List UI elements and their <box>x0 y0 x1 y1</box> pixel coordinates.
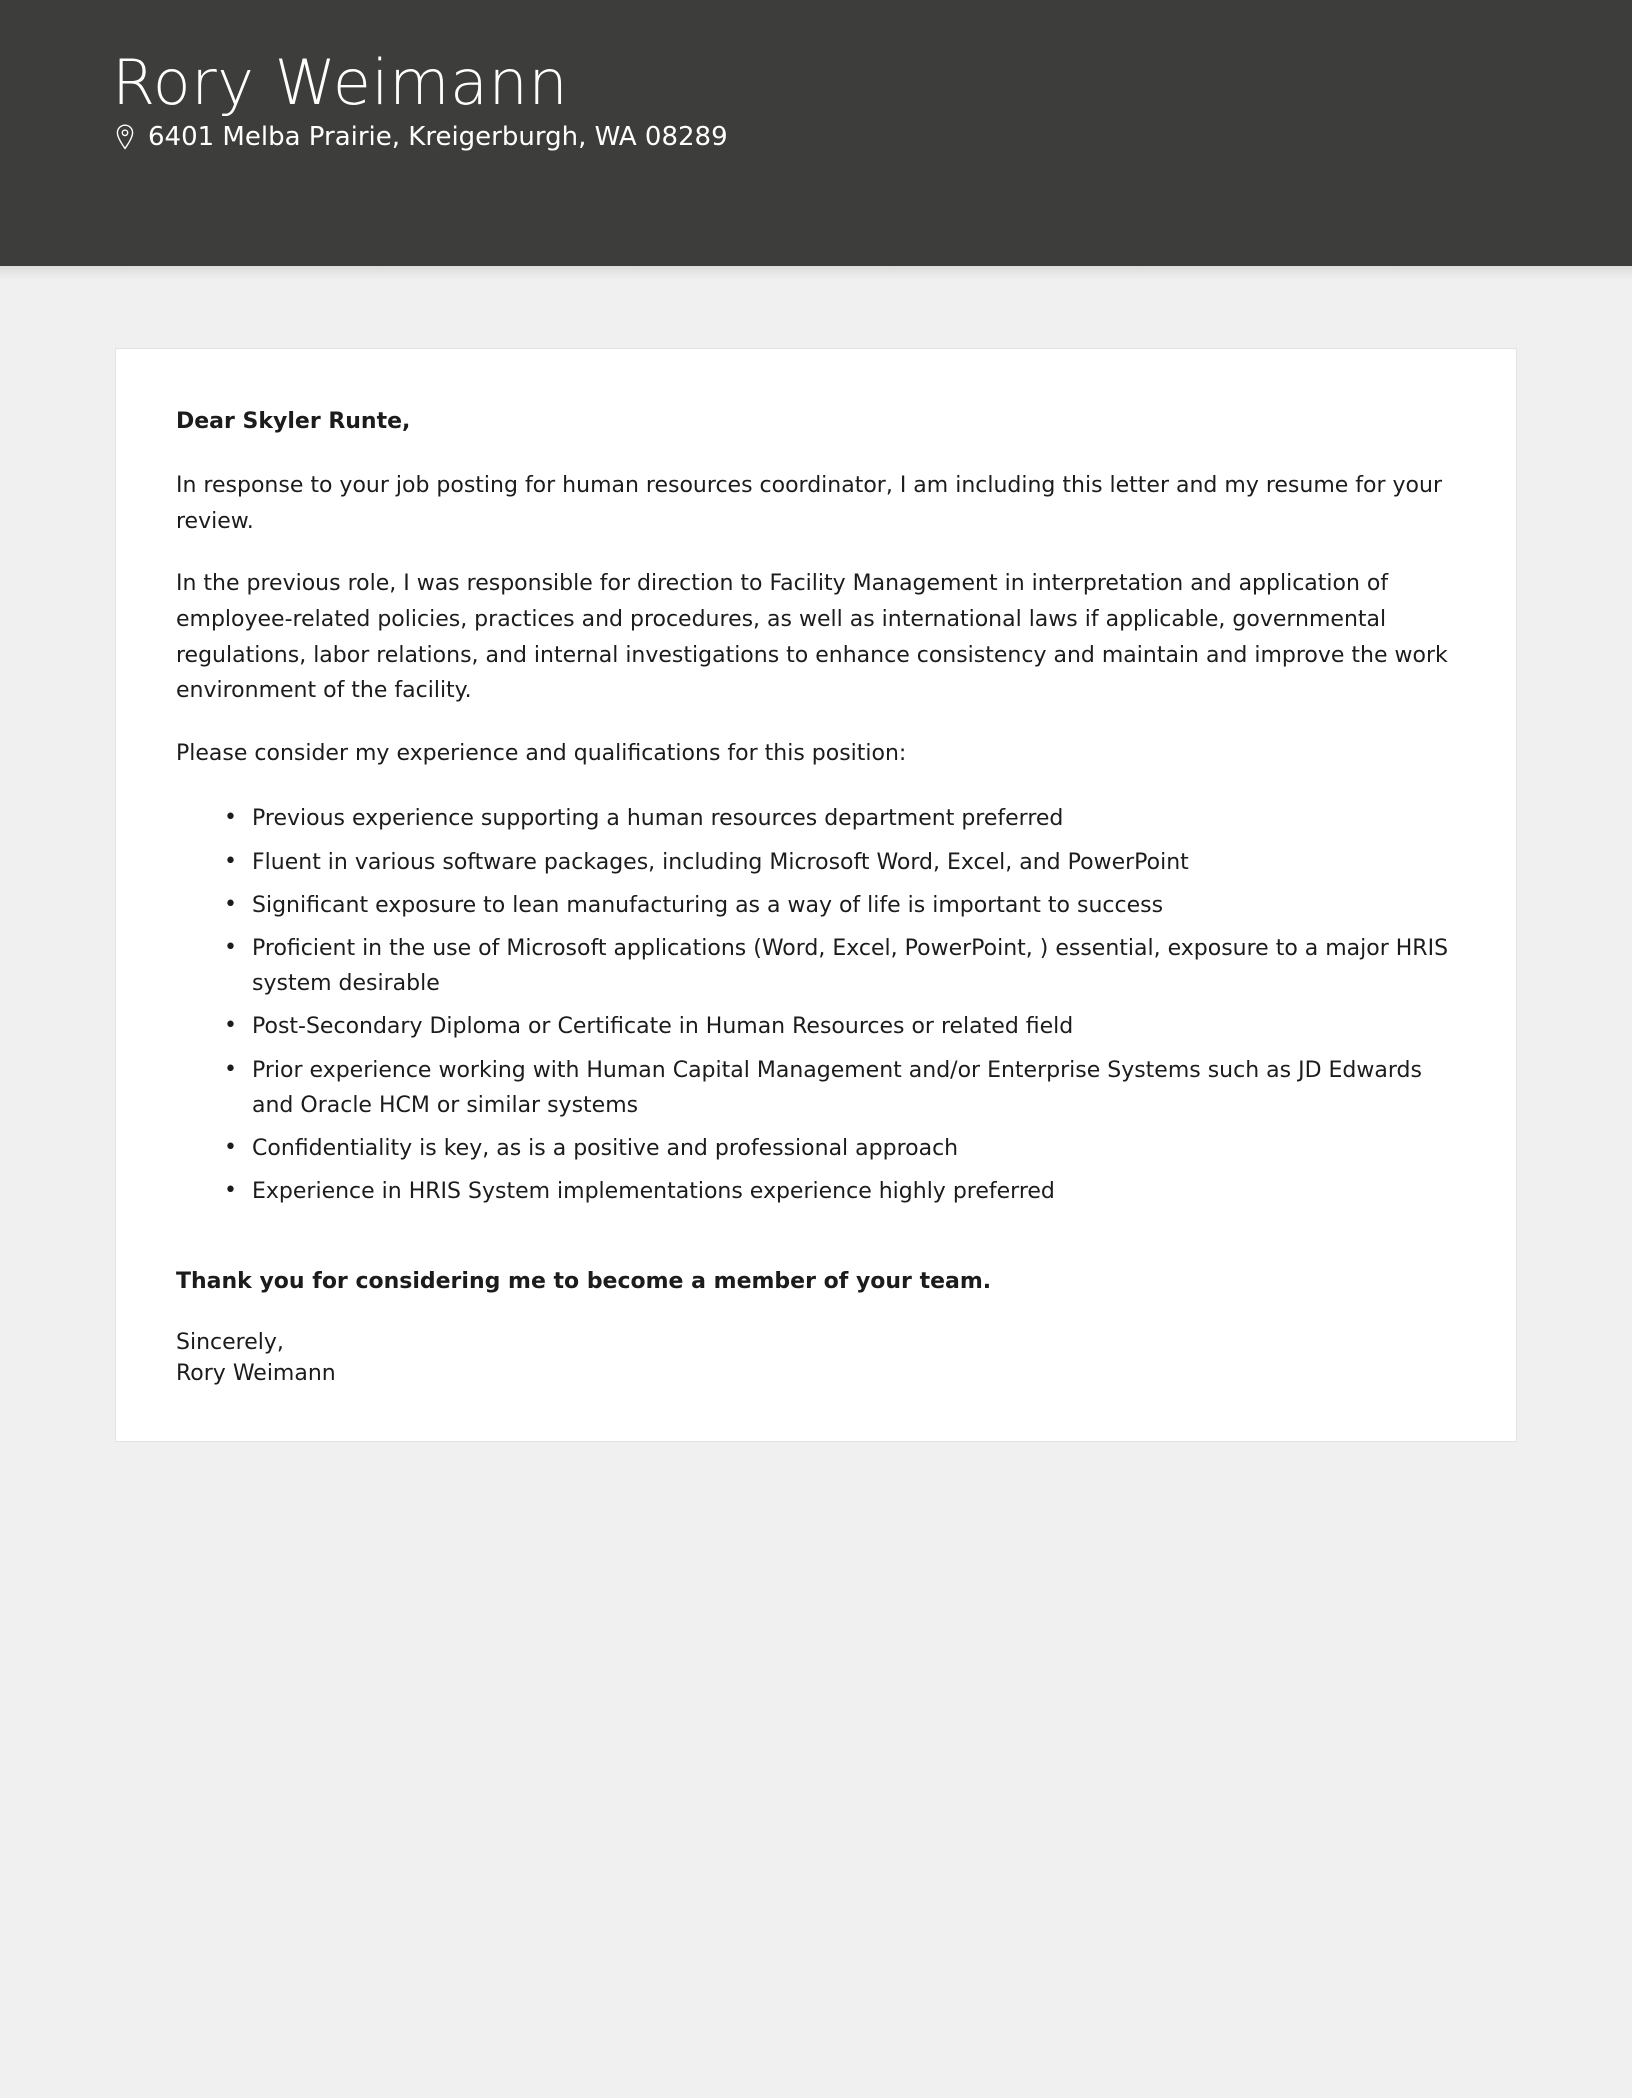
qualifications-intro: Please consider my experience and qualifications for this position: <box>176 740 907 766</box>
letter-paragraph-2: In the previous role, I was responsible for direction to Facility Management in interpretation and application of employee-related policies, practices and procedures, as well as international laws if applicable, governmental regulations, labor relations, and internal investigations to enhance consistency and maintain and improve the work environment of the facility. <box>176 571 1448 704</box>
qualifications-list <box>176 801 1456 1209</box>
list-item: • Post-Secondary Diploma or Certificate in Human Resources or related field <box>224 1009 1456 1044</box>
letter-salutation: Dear Skyler Runte, <box>176 409 411 434</box>
cover-letter-card <box>115 348 1517 1442</box>
list-item: • Confidentiality is key, as is a positive and professional approach <box>224 1131 1456 1166</box>
list-item: • Experience in HRIS System implementations experience highly preferred <box>224 1174 1456 1209</box>
contact-address-text: 6401 Melba Prairie, Kreigerburgh, WA 08289 <box>148 122 728 153</box>
signoff-salutation: Sincerely, <box>176 1330 284 1356</box>
list-item: • Prior experience working with Human Capital Management and/or Enterprise Systems such as JD Edwards and Oracle HCM or similar systems <box>224 1053 1456 1123</box>
map-pin-icon <box>114 123 136 151</box>
list-item: • Proficient in the use of Microsoft applications (Word, Excel, PowerPoint, ) essential, exposure to a major HRIS system desirable <box>224 931 1456 1001</box>
document-header <box>0 0 1632 266</box>
page-body <box>0 266 1632 1442</box>
header-content <box>0 48 1632 151</box>
candidate-name: Rory Weimann <box>112 46 569 119</box>
list-item: • Fluent in various software packages, including Microsoft Word, Excel, and PowerPoint <box>224 845 1456 880</box>
letter-paragraph-1: In response to your job posting for human resources coordinator, I am including this letter and my resume for your review. <box>176 473 1442 534</box>
cover-letter-content <box>176 405 1456 1389</box>
contact-address-row <box>114 123 1520 151</box>
signoff-block <box>176 1328 1456 1389</box>
list-item: • Significant exposure to lean manufacturing as a way of life is important to success <box>224 888 1456 923</box>
closing-thanks: Thank you for considering me to become a member of your team. <box>176 1269 992 1295</box>
signoff-name: Rory Weimann <box>176 1360 336 1386</box>
list-item: • Previous experience supporting a human resources department preferred <box>224 801 1456 836</box>
